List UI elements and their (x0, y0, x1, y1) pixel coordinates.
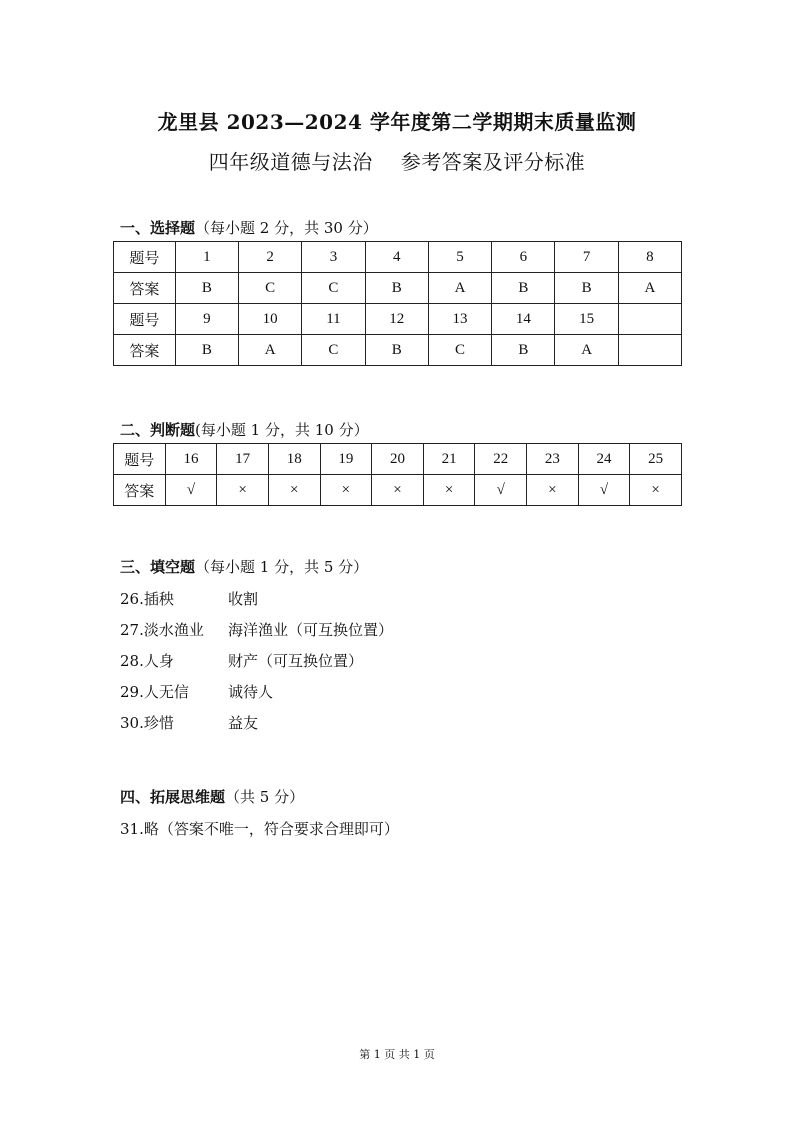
section4-note: （共 5 分） (225, 788, 305, 806)
table-cell: 8 (618, 242, 681, 273)
subtitle-answer-key: 参考答案及评分标准 (400, 150, 586, 174)
table-cell: 14 (492, 304, 555, 335)
table-cell: 17 (217, 444, 269, 475)
table-cell: 3 (302, 242, 365, 273)
section2-note: (每小题 1 分，共 10 分） (195, 421, 369, 439)
table-cell: × (372, 475, 424, 506)
table-cell: B (365, 335, 428, 366)
table-cell: × (630, 475, 682, 506)
row-header-cell: 题号 (114, 242, 176, 273)
fill-answer: 诚待人 (228, 683, 274, 701)
table-cell: × (423, 475, 475, 506)
fill-question: 26.插秧 (120, 590, 174, 608)
table-cell: 16 (165, 444, 217, 475)
section1-title: 一、选择题 (120, 219, 196, 237)
table-cell: × (268, 475, 320, 506)
table-cell: 21 (423, 444, 475, 475)
row-header-cell: 答案 (114, 335, 176, 366)
choice-answer-table (113, 241, 682, 366)
fill-answer: 海洋渔业（可互换位置） (228, 621, 394, 639)
section4-title: 四、拓展思维题 (120, 788, 226, 806)
table-cell: A (618, 273, 681, 304)
table-cell: B (365, 273, 428, 304)
table-row (114, 242, 682, 273)
fill-question: 28.人身 (120, 652, 174, 670)
table-cell: 18 (268, 444, 320, 475)
table-cell: 2 (239, 242, 302, 273)
table-row (114, 304, 682, 335)
section4-heading (120, 786, 304, 807)
table-cell: 1 (175, 242, 238, 273)
extension-answer: 31.略（答案不唯一，符合要求合理即可） (120, 820, 399, 838)
table-cell: C (428, 335, 491, 366)
fill-answer: 益友 (228, 714, 259, 732)
table-cell: 7 (555, 242, 618, 273)
fill-question: 29.人无信 (120, 683, 189, 701)
table-cell: A (428, 273, 491, 304)
section3-title: 三、填空题 (120, 558, 196, 576)
fill-item (120, 681, 273, 702)
fill-item (120, 712, 258, 733)
fill-answer: 财产（可互换位置） (228, 652, 364, 670)
section1-note: （每小题 2 分，共 30 分） (195, 219, 378, 237)
table-cell: B (175, 273, 238, 304)
table-cell: B (492, 335, 555, 366)
table-cell: 9 (175, 304, 238, 335)
table-cell: √ (578, 475, 630, 506)
table-row (114, 475, 682, 506)
table-row (114, 444, 682, 475)
table-cell (618, 304, 681, 335)
table-cell: 5 (428, 242, 491, 273)
table-cell: × (527, 475, 579, 506)
table-cell: 12 (365, 304, 428, 335)
table-cell: 20 (372, 444, 424, 475)
fill-item (120, 588, 258, 609)
row-header-cell: 答案 (114, 273, 176, 304)
table-row (114, 335, 682, 366)
section2-title: 二、判断题 (120, 421, 196, 439)
table-cell: A (239, 335, 302, 366)
fill-answer: 收割 (228, 590, 259, 608)
table-cell: 4 (365, 242, 428, 273)
table-cell: C (239, 273, 302, 304)
table-cell: 11 (302, 304, 365, 335)
page-footer: 第 1 页 共 1 页 (359, 1048, 435, 1061)
table-cell: 25 (630, 444, 682, 475)
table-cell: B (555, 273, 618, 304)
section3-heading (120, 556, 368, 577)
fill-question: 27.淡水渔业 (120, 621, 204, 639)
table-cell: 13 (428, 304, 491, 335)
table-cell (618, 335, 681, 366)
row-header-cell: 题号 (114, 304, 176, 335)
fill-question: 30.珍惜 (120, 714, 174, 732)
row-header-cell: 题号 (114, 444, 166, 475)
page-subtitle (0, 146, 794, 175)
table-cell: A (555, 335, 618, 366)
subtitle-subject: 四年级道德与法治 (208, 150, 373, 174)
fill-item (120, 619, 393, 640)
table-cell: √ (475, 475, 527, 506)
table-cell: 23 (527, 444, 579, 475)
judgment-answer-table (113, 443, 682, 506)
table-cell: C (302, 273, 365, 304)
table-cell: B (175, 335, 238, 366)
table-cell: 15 (555, 304, 618, 335)
table-cell: 24 (578, 444, 630, 475)
section2-heading (120, 419, 369, 440)
table-cell: 6 (492, 242, 555, 273)
section1-heading (120, 217, 378, 238)
page-title: 龙里县 2023—2024 学年度第二学期期末质量监测 (157, 110, 637, 134)
table-cell: × (217, 475, 269, 506)
table-cell: 22 (475, 444, 527, 475)
table-cell: × (320, 475, 372, 506)
row-header-cell: 答案 (114, 475, 166, 506)
table-cell: √ (165, 475, 217, 506)
table-cell: 19 (320, 444, 372, 475)
fill-item (120, 650, 363, 671)
table-cell: B (492, 273, 555, 304)
section3-note: （每小题 1 分，共 5 分） (195, 558, 369, 576)
table-cell: 10 (239, 304, 302, 335)
table-row (114, 273, 682, 304)
table-cell: C (302, 335, 365, 366)
